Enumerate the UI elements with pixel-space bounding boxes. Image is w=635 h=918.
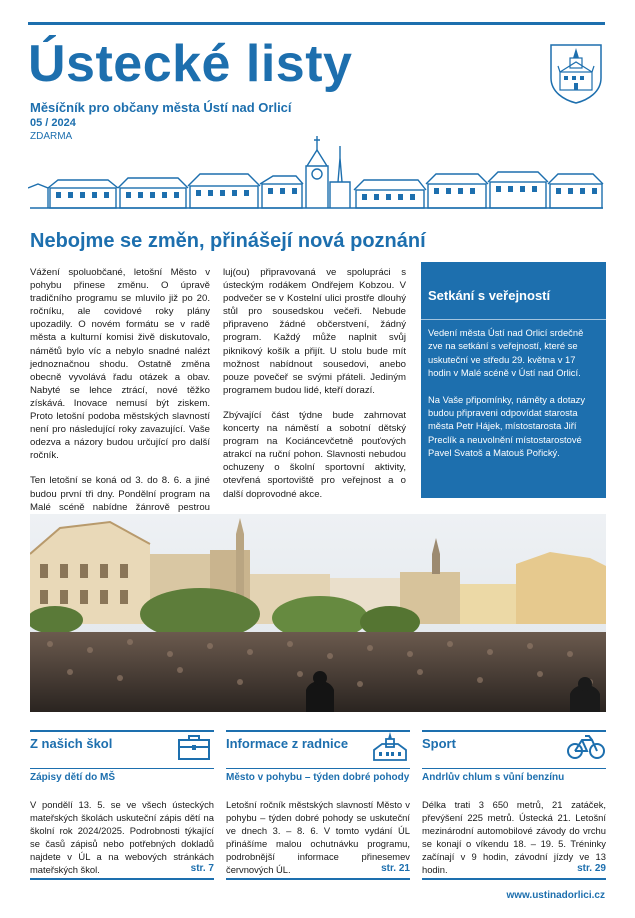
section-bottom-rule xyxy=(422,878,606,880)
briefcase-icon xyxy=(174,730,214,762)
info-box-divider xyxy=(421,319,606,320)
section-text: Délka trati 3 650 metrů, 21 zatáček, převýšení 225 metrů. Ústecká 21. Letošní mezinárodní automobilové závody do vrchu se konají o víkendu 18. – 19. 5. Tréninky začínají v 9 hodin, závodní jízdy ve 13 hodin. xyxy=(422,799,606,875)
main-headline: Nebojme se změn, přinášejí nová poznání xyxy=(30,230,426,252)
issue-number: 05 / 2024 xyxy=(30,117,76,129)
masthead-title: Ústecké listy xyxy=(28,35,353,93)
town-hall-icon xyxy=(370,730,410,762)
section-text: V pondělí 13. 5. se ve všech ústeckých mateřských školách uskuteční zápis dětí na školní rok 2024/2025. Podrobnosti týkající se časů zápisů nebo potřebných dokladů najdete v ÚL a na webových stránkách mateřských škol. xyxy=(30,799,214,875)
section-rule xyxy=(30,768,214,769)
page-reference[interactable]: str. 29 xyxy=(577,863,606,874)
section-headline: Město v pohybu – týden dobré pohody xyxy=(226,772,410,783)
footer-website-link[interactable]: www.ustinadorlici.cz xyxy=(506,890,605,901)
section-title: Informace z radnice xyxy=(226,736,349,751)
article-paragraph: Zbývající část týdne bude zahrnovat koncerty na náměstí a sobotní dětský program na Kociáncevčetně pouťových atrakcí na ruční pohon. Slavnosti nebudou ochuzeny o školní sportovní aktivity, otevřená sportoviště pro veřejnost a o další doprovodné akce. xyxy=(223,409,406,500)
info-box-title: Setkání s veřejností xyxy=(428,288,551,303)
town-square-photo xyxy=(30,514,606,712)
page-reference[interactable]: str. 7 xyxy=(190,863,214,874)
section-headline: Zápisy dětí do MŠ xyxy=(30,772,116,783)
bicycle-icon xyxy=(566,730,606,762)
section-headline: Andrlův chlum s vůní benzínu xyxy=(422,772,565,783)
top-rule xyxy=(28,22,605,25)
section-text: Letošní ročník městských slavností Město v pohybu – týden dobré pohody se uskuteční ve dnech 3. – 8. 6. V tomto vydání ÚL přinášíme malou ochutnávku programu, podrobnější informace přinesemev červnových ÚL. xyxy=(226,799,410,875)
article-paragraph: luj(ou) připravovaná ve spolupráci s ústeckým rodákem Ondřejem Kobzou. V podvečer se v Kostelní ulici prostře dlouhý stůl pro sousedskou večeři. Nebude připraveno žádné občerstvení, žádný program. Každý může naplnit svůj piknikový košík a přijít. U stolu bude mít možnost nabídnout sousedovi, anebo pouze povečeř se svými přáteli. Jediným programem budou lidé, kteří dorazí. xyxy=(223,267,406,396)
section-bottom-rule xyxy=(226,878,410,880)
section-title: Z našich škol xyxy=(30,736,113,751)
section-rule xyxy=(422,768,606,769)
page-reference[interactable]: str. 21 xyxy=(381,863,410,874)
section-schools xyxy=(30,730,214,875)
town-crest-icon xyxy=(548,42,604,104)
price-label: ZDARMA xyxy=(30,131,73,142)
masthead-subtitle: Měsíčník pro občany města Ústí nad Orlicí xyxy=(30,100,292,115)
article-paragraph: Ten letošní se koná od 3. do 8. 6. a jiné budou první tři dny. Pondělní program na Malé scéně nabídne žánrově pestrou xyxy=(30,475,210,513)
info-box-paragraph: Na Vaše připomínky, náměty a dotazy budou připraveni odpovídat starosta města Petr Hájek, místostarosta Jiří Preclík a neuvolnění místostarostové Pavel Svatoš a Matouš Pořický. xyxy=(428,393,586,459)
section-bottom-rule xyxy=(30,878,214,880)
section-title: Sport xyxy=(422,736,456,751)
section-sport xyxy=(422,730,606,875)
info-box-paragraph: Vedení města Ústí nad Orlicí srdečně zve na setkání s veřejností, které se uskuteční ve středu 29. května v 17 hodin v Malé scéně v Ústí nad Orlicí. xyxy=(428,327,584,379)
town-skyline-illustration xyxy=(28,128,605,214)
section-town-hall xyxy=(226,730,410,875)
info-box-text xyxy=(428,326,598,473)
info-box xyxy=(421,262,606,498)
section-rule xyxy=(226,768,410,769)
article-paragraph: Vážení spoluobčané, letošní Město v pohybu přinese změnu. O úpravě tradičního programu se mluvilo již po 20. ročníku, ale covidové roky plány upozadily. O novém formátu se v radě města a kulturní komisi živě diskutovalo, námětů bylo víc a nebylo snadné nalézt jednoznačnou shodu. Ostatně změna obecně vyvolává řadu otázek a obav. Nabyté se lehce ztrácí, nové těžko získává. Inovace nemusí být ziskem. Proto letošní podoba městských slavností není pro následující roky zavazující. Vaše odezva a názory budou určující pro další ročník. xyxy=(30,267,210,462)
